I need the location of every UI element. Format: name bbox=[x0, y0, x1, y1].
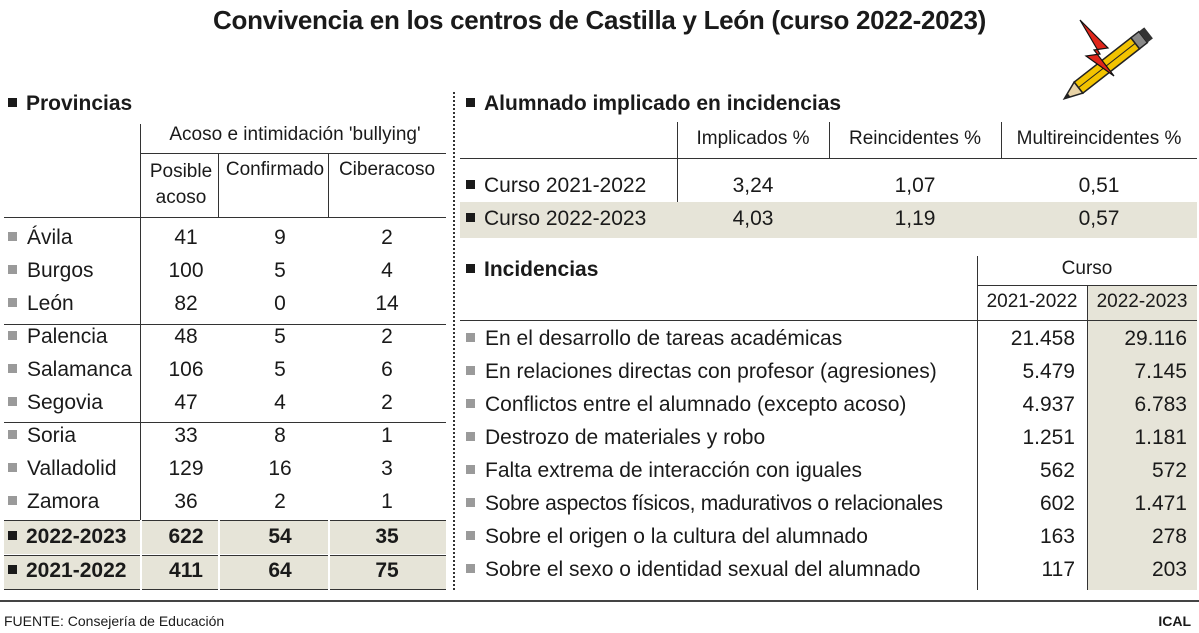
table-row: Salamanca bbox=[8, 358, 132, 382]
col-header-posible: Posible acoso bbox=[149, 161, 213, 208]
agency-credit: ICAL bbox=[1158, 613, 1191, 629]
source-text: FUENTE: Consejería de Educación bbox=[4, 613, 225, 629]
table-row: Curso 2021-2022 bbox=[466, 174, 646, 198]
col-header-ciberacoso: Ciberacoso bbox=[338, 159, 436, 180]
divider bbox=[4, 520, 446, 521]
table-row: En el desarrollo de tareas académicas bbox=[466, 327, 842, 351]
provincias-heading: Provincias bbox=[8, 92, 132, 116]
table-row: En relaciones directas con profesor (agresiones) bbox=[466, 360, 937, 384]
incidencias-heading: Incidencias bbox=[466, 258, 598, 282]
table-row: Destrozo de materiales y robo bbox=[466, 426, 765, 450]
alumnado-heading: Alumnado implicado en incidencias bbox=[466, 92, 841, 116]
col-header-reincidentes: Reincidentes % bbox=[848, 128, 982, 149]
table-row: Conflictos entre el alumnado (excepto acoso) bbox=[466, 393, 906, 417]
square-bullet-icon bbox=[466, 264, 475, 273]
divider bbox=[460, 320, 1197, 321]
table-row: Burgos bbox=[8, 259, 94, 283]
table-row: Falta extrema de interacción con iguales bbox=[466, 459, 862, 483]
pencil-lightning-icon bbox=[1050, 18, 1170, 108]
table-row: Sobre aspectos físicos, madurativos o relacionales bbox=[466, 492, 943, 516]
divider bbox=[977, 285, 1197, 286]
col-header-multireincidentes: Multireincidentes % bbox=[1016, 128, 1182, 149]
square-bullet-icon bbox=[8, 98, 17, 107]
section-separator bbox=[453, 92, 455, 590]
table-row: Curso 2022-2023 bbox=[466, 207, 646, 231]
table-row: Soria bbox=[8, 424, 76, 448]
table-row: Segovia bbox=[8, 391, 103, 415]
page-title: Convivencia en los centros de Castilla y León (curso 2022-2023) bbox=[213, 5, 986, 35]
table-row: Sobre el origen o la cultura del alumnado bbox=[466, 525, 868, 549]
table-row: Zamora bbox=[8, 490, 99, 514]
col-header-confirmado: Confirmado bbox=[225, 159, 325, 180]
table-row: Ávila bbox=[8, 226, 73, 250]
divider bbox=[218, 153, 219, 217]
square-bullet-icon bbox=[466, 98, 475, 107]
bullying-group-header: Acoso e intimidación 'bullying' bbox=[169, 124, 421, 145]
divider bbox=[460, 158, 1197, 159]
divider bbox=[328, 153, 329, 217]
curso-group-header: Curso bbox=[1061, 258, 1113, 279]
col-header-2021-2022: 2021-2022 bbox=[986, 291, 1078, 312]
table-row: León bbox=[8, 292, 74, 316]
divider bbox=[4, 589, 446, 590]
footer-divider bbox=[0, 600, 1199, 602]
total-row: 2021-2022 bbox=[8, 559, 126, 583]
col-header-2022-2023: 2022-2023 bbox=[1096, 291, 1188, 312]
divider bbox=[4, 422, 446, 423]
divider bbox=[140, 153, 446, 154]
table-row: Sobre el sexo o identidad sexual del alumnado bbox=[466, 558, 920, 582]
divider bbox=[4, 217, 446, 218]
total-row: 2022-2023 bbox=[8, 525, 126, 549]
col-header-implicados: Implicados % bbox=[696, 128, 810, 149]
table-row: Valladolid bbox=[8, 457, 117, 481]
divider bbox=[4, 555, 446, 556]
table-row: Palencia bbox=[8, 325, 108, 349]
